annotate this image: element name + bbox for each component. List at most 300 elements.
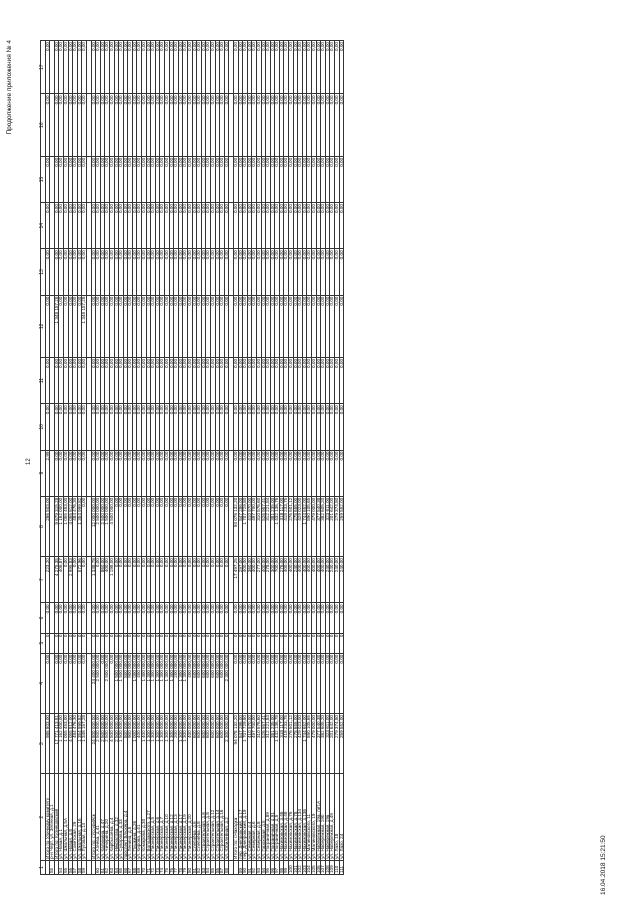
table-cell: 900 000,00 (128, 714, 133, 774)
table-cell: 0,00 (279, 41, 284, 94)
table-cell: 0,00 (96, 450, 101, 496)
table-cell: 0,00 (68, 41, 73, 94)
table-cell: 0,00 (91, 404, 96, 450)
table-cell: 0,00 (293, 653, 298, 713)
table-cell: 0,00 (243, 404, 248, 450)
table-cell: 0,00 (307, 653, 312, 713)
table-cell: 0,00 (128, 357, 133, 403)
table-cell: 0,00 (316, 603, 321, 633)
table-cell: 0,00 (119, 404, 124, 450)
table-cell: 0,00 (284, 404, 289, 450)
table-cell: 0,00 (160, 41, 165, 94)
table-cell: 0,00 (307, 203, 312, 249)
table-cell: 0,00 (109, 249, 114, 295)
table-cell: ул. Малиновского, 19 (312, 774, 317, 861)
table-cell: 0 (238, 633, 243, 653)
table-cell: 0,00 (82, 249, 87, 295)
table-cell: 0,00 (54, 203, 59, 249)
table-cell: 0,00 (128, 295, 133, 357)
table-cell: 17 497,25 (233, 557, 238, 603)
column-header: 8 (41, 496, 46, 556)
table-cell: 0,00 (68, 295, 73, 357)
table-cell: 0,00 (206, 94, 211, 156)
table-cell: 0 (174, 633, 179, 653)
table-cell: ул. Нахимовская, д.134 (298, 774, 303, 861)
table-cell: 600 000,00 (201, 714, 206, 774)
table-cell: 0,00 (302, 295, 307, 357)
table-cell: 0 (165, 633, 170, 653)
table-cell: 0,00 (293, 295, 298, 357)
table-cell: 800 000,00 (123, 714, 128, 774)
table-cell: 0,00 (266, 603, 271, 633)
table-cell: ул. Ленина, д.5 (128, 774, 133, 861)
table-cell: 0,00 (142, 603, 147, 633)
table-cell: 0,00 (192, 156, 197, 202)
table-cell: 0,00 (82, 94, 87, 156)
table-cell: 0,00 (224, 295, 229, 357)
table-cell: 0,00 (82, 603, 87, 633)
table-cell: 0,00 (192, 404, 197, 450)
table-cell: 0,00 (270, 41, 275, 94)
table-cell: 0,00 (77, 295, 82, 357)
table-cell: 0,00 (312, 249, 317, 295)
table-cell: 0,00 (197, 203, 202, 249)
table-cell: ул. Пионерская, д.6 (155, 774, 160, 861)
table-cell: 0,00 (316, 156, 321, 202)
table-cell: 278 655,00 (293, 496, 298, 556)
table-cell: 0,00 (45, 295, 50, 357)
table-cell: 0,00 (45, 203, 50, 249)
table-cell: 74 (160, 860, 165, 874)
table-cell: 0,00 (160, 249, 165, 295)
table-cell: 100 (289, 860, 294, 874)
table-cell: 0,00 (77, 357, 82, 403)
table-cell: 0 (220, 633, 225, 653)
table-cell: 0,00 (169, 156, 174, 202)
table-cell: 72 (151, 860, 156, 874)
table-cell: 0,00 (325, 203, 330, 249)
table-cell: 497 700,00 (252, 714, 257, 774)
table-cell: ул. Пионерская, д.5 (151, 774, 156, 861)
table-cell: 0,00 (270, 203, 275, 249)
table-cell: 17 771 413,81 (54, 714, 59, 774)
table-cell: ул. Кирова, д.41 (137, 774, 142, 861)
table-cell: 0,00 (45, 653, 50, 713)
table-cell: 0,00 (321, 404, 326, 450)
table-cell: 0,00 (316, 249, 321, 295)
table-cell: 0,00 (91, 450, 96, 496)
table-cell: ул. Пионерская, д.19 (183, 774, 188, 861)
table-cell: 1 744 652,00 (302, 714, 307, 774)
table-cell: 0,00 (270, 94, 275, 156)
table-cell: 0,00 (137, 450, 142, 496)
table-cell: ул. Пионерская, д.10 (165, 774, 170, 861)
table-cell: 107 (321, 860, 326, 874)
table-cell: 0 (339, 633, 344, 653)
table-cell: 58 (77, 860, 82, 874)
table-cell: 0,00 (119, 295, 124, 357)
table-cell: 0,00 (146, 357, 151, 403)
table-cell: 0,00 (243, 603, 248, 633)
table-cell: 0,00 (312, 203, 317, 249)
table-cell: 4 500 000,00 (109, 496, 114, 556)
table-cell: 0 (266, 633, 271, 653)
table-cell: 0,00 (233, 404, 238, 450)
table-cell: 400,00 (307, 557, 312, 603)
table-cell: 0,00 (77, 653, 82, 713)
table-cell: 0,00 (119, 357, 124, 403)
table-cell: 0,00 (151, 203, 156, 249)
table-cell: 0,00 (233, 357, 238, 403)
table-cell: 0,00 (68, 94, 73, 156)
table-cell: 0,00 (123, 203, 128, 249)
table-cell: ул. Школьная, д.16 (77, 774, 82, 861)
table-cell: 0 (321, 633, 326, 653)
table-cell: 0,00 (307, 94, 312, 156)
column-header: 15 (41, 156, 46, 202)
table-cell: 2 300 000,00 (224, 653, 229, 713)
table-cell: 0,00 (206, 249, 211, 295)
table-cell: 276,00 (279, 557, 284, 603)
table-cell: 0,00 (59, 295, 64, 357)
table-cell: 0,00 (100, 94, 105, 156)
table-cell: 0,00 (220, 450, 225, 496)
table-cell: 2 500 000,00 (96, 496, 101, 556)
table-cell: 0,00 (256, 156, 261, 202)
table-cell: 0 (289, 633, 294, 653)
table-cell: 0,00 (220, 94, 225, 156)
table-cell: 1 055 453,00 (63, 496, 68, 556)
table-cell: 0 (279, 633, 284, 653)
table-cell: 0,00 (252, 404, 257, 450)
column-header: 9 (41, 450, 46, 496)
table-cell: 0,00 (165, 557, 170, 603)
table-cell: 0 (82, 633, 87, 653)
table-cell: 0,00 (335, 156, 340, 202)
table-cell: 0,00 (132, 557, 137, 603)
table-cell: 0,00 (192, 249, 197, 295)
table-cell: 0,00 (183, 450, 188, 496)
table-cell: 0,00 (224, 404, 229, 450)
table-cell: 0 (307, 633, 312, 653)
table-cell: 82 (197, 860, 202, 874)
table-cell: 0,00 (215, 41, 220, 94)
table-cell: 400,00 (298, 557, 303, 603)
table-cell: ул. Северная, д.6 (252, 774, 257, 861)
table-cell: 0,00 (105, 41, 110, 94)
table-cell: 1 300 000,00 (160, 714, 165, 774)
table-cell: 0,00 (284, 156, 289, 202)
table-cell: 0,00 (275, 41, 280, 94)
table-cell: 1 300 000,00 (151, 653, 156, 713)
table-cell: 0,00 (339, 404, 344, 450)
table-cell: 1 000 000,00 (132, 714, 137, 774)
table-cell: 0,00 (279, 295, 284, 357)
table-cell: 323 611,00 (325, 714, 330, 774)
table-cell: 312 221,84 (266, 714, 271, 774)
table-cell: 0,00 (119, 249, 124, 295)
table-cell: 0,00 (220, 249, 225, 295)
table-cell: 0,00 (206, 41, 211, 94)
table-cell: 0,00 (146, 603, 151, 633)
table-cell: 0 (330, 633, 335, 653)
table-cell: 0,00 (128, 249, 133, 295)
table-cell: 78 (178, 860, 183, 874)
table-cell: 0,00 (188, 156, 193, 202)
table-cell: 0,00 (119, 557, 124, 603)
table-cell: 0,00 (201, 94, 206, 156)
table-cell: 0,00 (233, 295, 238, 357)
table-cell: 0,00 (298, 603, 303, 633)
table-cell: 0,00 (266, 653, 271, 713)
table-cell: 0,00 (298, 450, 303, 496)
table-cell: 101 (293, 860, 298, 874)
table-cell: 61 (100, 860, 105, 874)
table-cell: 0,00 (91, 203, 96, 249)
table-cell: 0,00 (96, 295, 101, 357)
table-cell: ул. Набережная, д.49 (330, 774, 335, 861)
table-cell: 0,00 (151, 496, 156, 556)
table-cell: 0,00 (210, 603, 215, 633)
table-cell: 0,00 (91, 41, 96, 94)
table-cell: 0,00 (165, 41, 170, 94)
table-cell: 0,00 (114, 94, 119, 156)
column-header: 7 (41, 557, 46, 603)
table-cell: 2 500 000,00 (96, 653, 101, 713)
table-cell: 105 (312, 860, 317, 874)
table-cell: 0,00 (137, 249, 142, 295)
table-cell: 2 500 000,00 (105, 714, 110, 774)
table-cell: ул. Пионерская, д.17 (178, 774, 183, 861)
table-cell: 0,00 (91, 94, 96, 156)
table-cell: 600 000,00 (192, 714, 197, 774)
table-cell: 0,00 (114, 496, 119, 556)
table-cell: 0,00 (114, 557, 119, 603)
table-cell: 0,00 (312, 156, 317, 202)
table-cell: 0,00 (289, 94, 294, 156)
table-cell: 0,00 (339, 203, 344, 249)
table-cell: 0,00 (91, 156, 96, 202)
table-cell: 0,00 (197, 357, 202, 403)
table-cell: 0,00 (279, 450, 284, 496)
table-cell: 1 432 136,78 (275, 496, 280, 556)
table-cell: 0,00 (289, 404, 294, 450)
table-cell: 0,00 (100, 41, 105, 94)
table-cell: 0,00 (82, 450, 87, 496)
table-cell: 0 (63, 633, 68, 653)
table-cell: 0,00 (96, 557, 101, 603)
table-cell: 55 (50, 860, 55, 874)
table-cell: 278 655,00 (293, 714, 298, 774)
table-cell: 0,00 (206, 203, 211, 249)
table-cell: 0,00 (169, 603, 174, 633)
table-cell: 0,00 (119, 603, 124, 633)
table-cell: 0,00 (142, 203, 147, 249)
table-cell: 0,00 (335, 450, 340, 496)
table-cell: 0,00 (59, 450, 64, 496)
table-cell: 0,00 (109, 450, 114, 496)
table-cell: 9 679 315,28 (54, 496, 59, 556)
table-cell: 0,00 (178, 496, 183, 556)
table-cell: 0,00 (335, 603, 340, 633)
table-cell: 0,00 (256, 653, 261, 713)
table-row (339, 41, 344, 875)
table-cell: 0,00 (54, 404, 59, 450)
table-cell: ул. Северная, д.8 (256, 774, 261, 861)
table-cell: 0,00 (142, 249, 147, 295)
table-cell: 0,00 (215, 203, 220, 249)
table-cell: 0,00 (224, 557, 229, 603)
table-cell: 0,00 (252, 450, 257, 496)
table-cell: 0,00 (256, 450, 261, 496)
table-cell: 1 300 000,00 (151, 714, 156, 774)
table-cell: 1 300 000,00 (155, 714, 160, 774)
table-cell: 0,00 (63, 557, 68, 603)
table-cell: 0,00 (165, 94, 170, 156)
table-cell: 310 576,60 (256, 496, 261, 556)
table-cell: 2,99 (45, 450, 50, 496)
table-cell: 24 800 000,00 (91, 714, 96, 774)
table-cell: 1 300 000,00 (160, 653, 165, 713)
table-cell: 0,00 (146, 249, 151, 295)
table-cell: 0,00 (54, 41, 59, 94)
table-cell: 0,00 (302, 404, 307, 450)
table-cell: 0,00 (82, 203, 87, 249)
table-cell: 0,00 (289, 603, 294, 633)
table-cell: 0,00 (146, 94, 151, 156)
appendix-label: Продолжение приложения № 4 (6, 40, 13, 135)
table-cell: 90 (243, 860, 248, 874)
table-cell: 318 117,00 (279, 496, 284, 556)
table-cell: 0,00 (146, 450, 151, 496)
table-cell: 400 000,00 (137, 653, 142, 713)
table-cell: ул. Пионерская, д.20 (188, 774, 193, 861)
column-header: 10 (41, 404, 46, 450)
table-cell: 0,00 (270, 249, 275, 295)
table-cell: 0,00 (109, 156, 114, 202)
table-cell: 0,00 (96, 94, 101, 156)
column-header: 11 (41, 357, 46, 403)
table-cell: 0,00 (109, 404, 114, 450)
table-cell: 0,00 (279, 203, 284, 249)
table-cell: 0,00 (321, 94, 326, 156)
table-cell: 0,00 (279, 357, 284, 403)
table-cell: 0,00 (114, 295, 119, 357)
table-cell: 847 286,00 (238, 714, 243, 774)
table-cell: 92 (252, 860, 257, 874)
table-cell: 0,00 (137, 94, 142, 156)
table-cell: 0,00 (206, 450, 211, 496)
table-cell: 0,00 (155, 203, 160, 249)
table-cell: 0,00 (201, 404, 206, 450)
table-cell: 0,00 (142, 557, 147, 603)
table-cell: 0,00 (275, 203, 280, 249)
table-cell: 0,00 (215, 450, 220, 496)
table-cell: 0,00 (192, 295, 197, 357)
table-cell: 0,00 (256, 404, 261, 450)
table-cell: 0,00 (238, 404, 243, 450)
table-cell: 406,87 (59, 557, 64, 603)
table-cell: 65 (119, 860, 124, 874)
table-cell: 1 162 000,00 (59, 496, 64, 556)
table-cell: 0,00 (224, 94, 229, 156)
table-cell: 0,00 (63, 653, 68, 713)
table-cell: 0,00 (247, 249, 252, 295)
table-cell: 0,00 (325, 295, 330, 357)
table-cell: 400 000,00 (188, 653, 193, 713)
table-cell: 0,00 (45, 41, 50, 94)
table-cell: 0,00 (210, 404, 215, 450)
table-cell: 0,00 (146, 496, 151, 556)
table-cell: 0 (160, 633, 165, 653)
table-cell: 0,00 (54, 156, 59, 202)
table-cell: 0,00 (316, 94, 321, 156)
table-cell: 429 023,00 (298, 496, 303, 556)
table-cell: 69 (137, 860, 142, 874)
table-cell: 0,00 (123, 41, 128, 94)
table-cell: 259 552,00 (339, 714, 344, 774)
table-cell: 0,00 (238, 156, 243, 202)
table-cell: 0,00 (266, 357, 271, 403)
table-cell: 0 (261, 633, 266, 653)
table-cell: 4 275,35 (54, 557, 59, 603)
table-cell: 0,00 (339, 357, 344, 403)
table-cell: 1 162 000,00 (59, 714, 64, 774)
table-cell: 0,00 (59, 249, 64, 295)
table-cell: 0 (68, 633, 73, 653)
table-cell: ул. Строительная, д.8 (206, 774, 211, 861)
table-cell: 0,00 (151, 156, 156, 202)
table-cell: 0,00 (77, 203, 82, 249)
table-cell: ул. Пионерская, д.12 (169, 774, 174, 861)
table-cell: 0,00 (270, 295, 275, 357)
table-cell: 0,00 (77, 156, 82, 202)
table-cell: 57 (73, 860, 78, 874)
table-cell: 0,00 (261, 653, 266, 713)
table-cell: 0,00 (256, 249, 261, 295)
table-cell: 0,00 (270, 450, 275, 496)
table-cell: 0,00 (105, 357, 110, 403)
table-cell: 0,00 (45, 94, 50, 156)
table-cell: 0,00 (132, 295, 137, 357)
table-cell: 0,00 (215, 404, 220, 450)
table-cell: Итого по: Кузнецовский (54, 774, 59, 861)
table-cell: 0,00 (215, 249, 220, 295)
table-cell: 73 (155, 860, 160, 874)
table-cell: 2 500 000,00 (100, 714, 105, 774)
table-cell: ул. Суворова, д.33 (119, 774, 124, 861)
table-cell: ул. Нахимовская, д.136 (302, 774, 307, 861)
table-cell: 94 (261, 860, 266, 874)
table-cell: 0,00 (114, 404, 119, 450)
table-cell: 0,00 (339, 156, 344, 202)
table-cell: 0,00 (220, 203, 225, 249)
table-cell: 0 (201, 633, 206, 653)
table-cell: 0,00 (169, 404, 174, 450)
table-cell: 0 (178, 633, 183, 653)
table-cell: 59 (82, 860, 87, 874)
table-cell: 0,00 (77, 249, 82, 295)
table-cell: 0,00 (289, 41, 294, 94)
table-cell: 418 233,75 (284, 714, 289, 774)
table-cell: 400,00 (316, 557, 321, 603)
table-cell: 0,00 (160, 94, 165, 156)
table-cell: 0,00 (316, 653, 321, 713)
table-cell: 0 (96, 633, 101, 653)
table-cell: 0,00 (275, 156, 280, 202)
table-cell: ул. Строительная, д.6 (201, 774, 206, 861)
table-cell: 0,00 (312, 94, 317, 156)
